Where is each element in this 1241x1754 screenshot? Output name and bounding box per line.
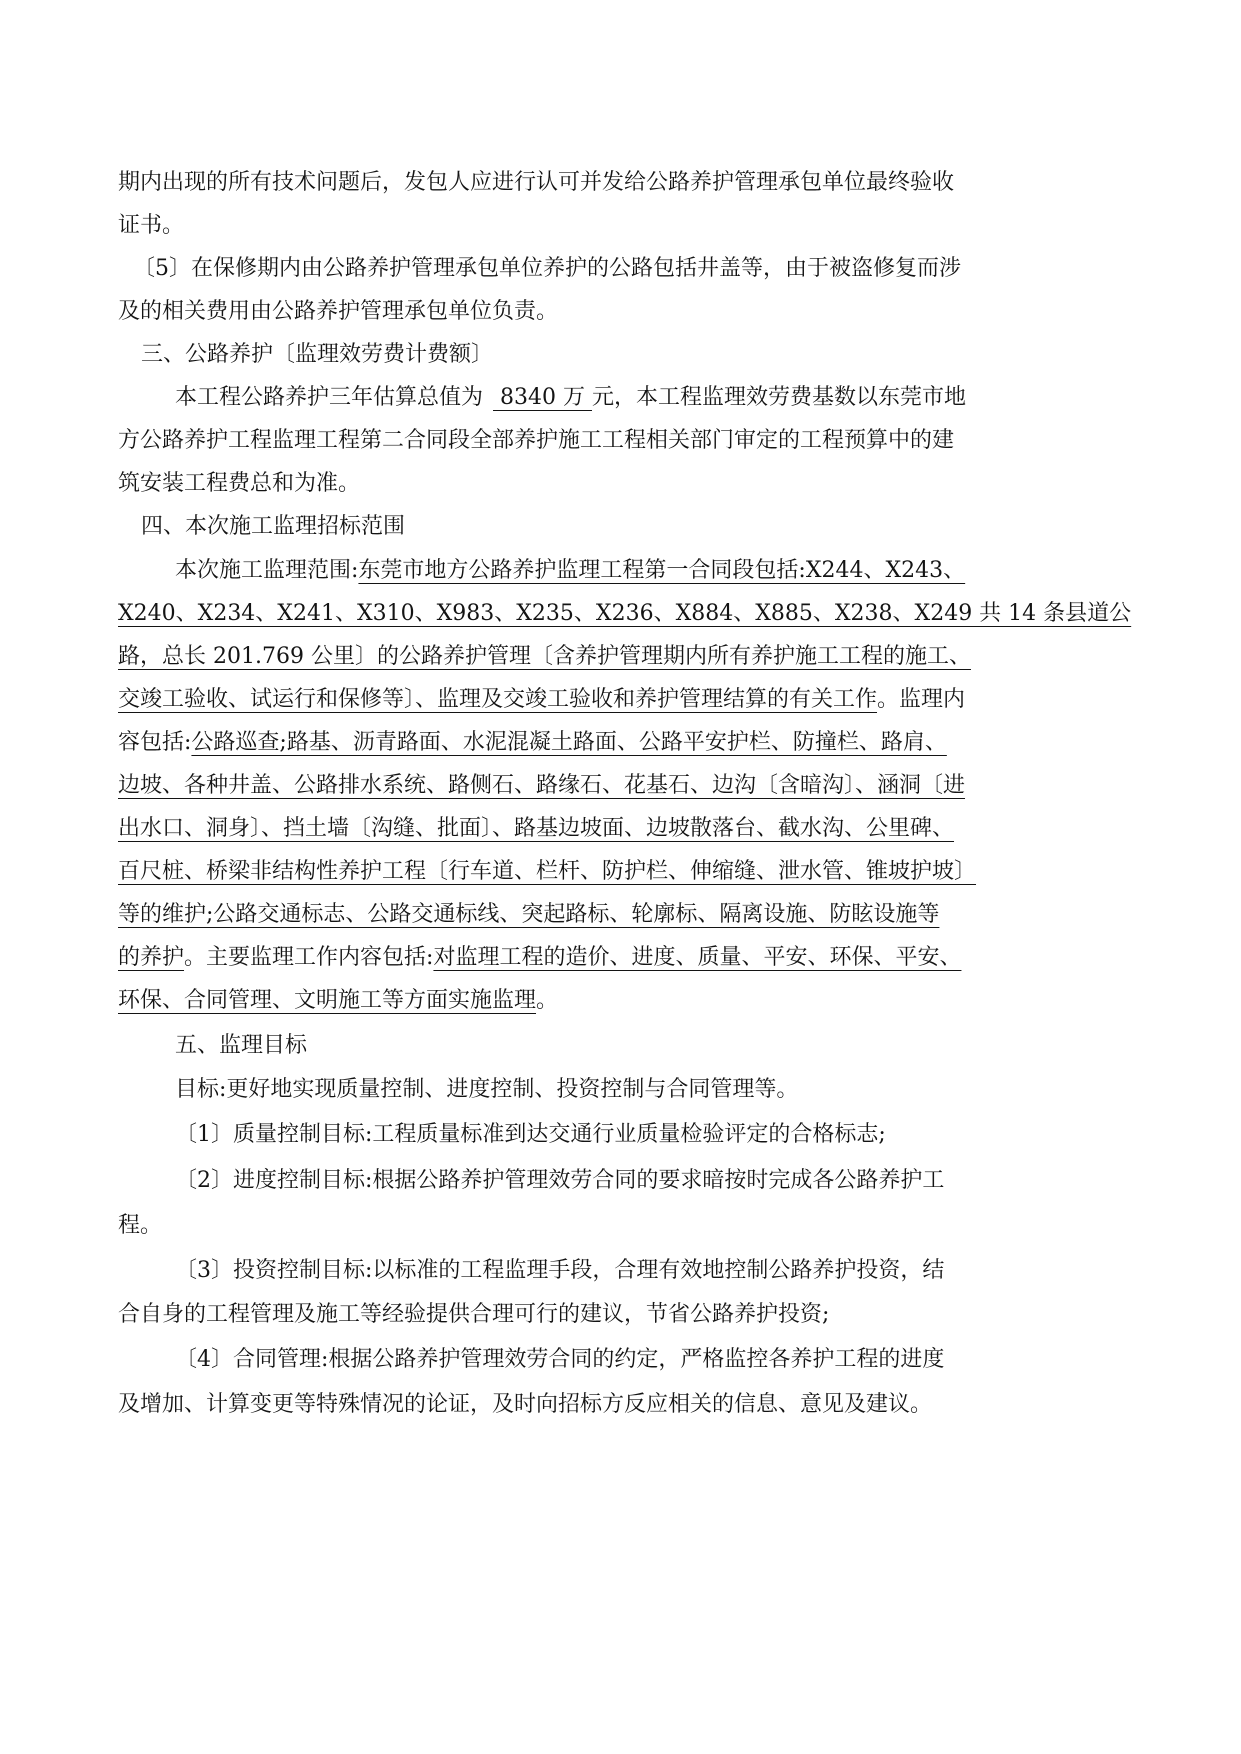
text-run: 〔3〕投资控制目标:以标准的工程监理手段，合理有效地控制公路养护投资，结 [175, 1258, 945, 1283]
paragraph-line [175, 383, 966, 413]
text-run: 〔1〕质量控制目标:工程质量标准到达交通行业质量检验评定的合格标志; [175, 1122, 886, 1147]
text-run: 本工程公路养护三年估算总值为 [175, 385, 484, 410]
paragraph-line [118, 426, 954, 456]
underlined-text: 出水口、洞身〕、挡土墙〔沟缝、批面〕、路基边坡面、边坡散落台、截水沟、公里碑、 [118, 816, 955, 841]
underlined-text: 交竣工验收、试运行和保修等〕、监理及交竣工验收和养护管理结算的有关工作 [118, 687, 878, 712]
underlined-text: 百尺桩、桥梁非结构性养护工程〔行车道、栏杆、防护栏、伸缩缝、泄水管、锥坡护坡〕 [118, 859, 977, 884]
text-run: 方公路养护工程监理工程第二合同段全部养护施工工程相关部门审定的工程预算中的建 [118, 428, 955, 453]
underlined-text: X240、X234、X241、X310、X983、X235、X236、X884、X885、X238、X249 共 14 条县道公 [118, 601, 1132, 626]
paragraph-line [118, 814, 954, 844]
text-run: 本次施工监理范围: [175, 558, 359, 583]
text-run: 及增加、计算变更等特殊情况的论证，及时向招标方反应相关的信息、意见及建议。 [118, 1392, 933, 1417]
paragraph-line [118, 469, 360, 499]
paragraph-line [175, 1345, 944, 1375]
text-run: 容包括: [118, 730, 192, 755]
paragraph-line [118, 943, 961, 973]
paragraph-line [118, 1211, 162, 1241]
paragraph-line [118, 168, 954, 198]
text-run: 。监理内 [877, 687, 966, 712]
paragraph-line [175, 1120, 886, 1150]
estimate-value: 8340 万 [493, 385, 592, 410]
text-run: 〔5〕在保修期内由公路养护管理承包单位养护的公路包括井盖等，由于被盗修复而涉 [133, 256, 961, 281]
text-run: 〔4〕合同管理:根据公路养护管理效劳合同的约定，严格监控各养护工程的进度 [175, 1347, 945, 1372]
text-run: 元，本工程监理效劳费基数以东莞市地 [591, 385, 966, 410]
paragraph-line [118, 900, 939, 930]
underlined-text: 东莞市地方公路养护监理工程第一合同段包括:X244、X243、 [358, 558, 966, 583]
text-run: 合自身的工程管理及施工等经验提供合理可行的建议，节省公路养护投资; [118, 1302, 830, 1327]
paragraph-line [118, 297, 558, 327]
underlined-text: 的养护 [118, 945, 185, 970]
section-heading [141, 340, 493, 370]
paragraph-line [118, 771, 965, 801]
heading-text: 三、公路养护〔监理效劳费计费额〕 [141, 342, 494, 367]
text-run: 。 [536, 988, 559, 1013]
paragraph-line [118, 728, 947, 758]
heading-text: 四、本次施工监理招标范围 [141, 514, 406, 539]
paragraph-line [118, 857, 976, 887]
text-run: 及的相关费用由公路养护管理承包单位负责。 [118, 299, 559, 324]
underlined-text: 对监理工程的造价、进度、质量、平安、环保、平安、 [433, 945, 962, 970]
paragraph-line [175, 1256, 944, 1286]
text-run: 目标:更好地实现质量控制、进度控制、投资控制与合同管理等。 [175, 1077, 799, 1102]
paragraph-line [118, 1390, 932, 1420]
text-run: 筑安装工程费总和为准。 [118, 471, 361, 496]
paragraph-line [118, 1300, 829, 1330]
paragraph-line [175, 556, 965, 586]
section-heading [141, 512, 405, 542]
heading-text: 五、监理目标 [175, 1033, 308, 1058]
underlined-text: 环保、合同管理、文明施工等方面实施监理 [118, 988, 537, 1013]
text-run: 〔2〕进度控制目标:根据公路养护管理效劳合同的要求暗按时完成各公路养护工 [175, 1168, 945, 1193]
underlined-text: 路，总长 201.769 公里〕的公路养护管理〔含养护管理期内所有养护施工工程的施工、 [118, 644, 971, 669]
paragraph-line [175, 1075, 798, 1105]
paragraph-line [118, 599, 1131, 629]
paragraph-line [118, 211, 184, 241]
paragraph-line [175, 1166, 944, 1196]
text-run: 期内出现的所有技术问题后，发包人应进行认可并发给公路养护管理承包单位最终验收 [118, 170, 955, 195]
section-heading [175, 1031, 307, 1061]
paragraph-line [118, 685, 965, 715]
text-run: 程。 [118, 1213, 163, 1238]
underlined-text: 等的维护;公路交通标志、公路交通标线、突起路标、轮廓标、隔离设施、防眩设施等 [118, 902, 940, 927]
paragraph-line [118, 642, 971, 672]
text-run: 。主要监理工作内容包括: [184, 945, 434, 970]
paragraph-line [133, 254, 961, 284]
underlined-text: 公路巡查;路基、沥青路面、水泥混凝土路面、公路平安护栏、防撞栏、路肩、 [191, 730, 947, 755]
paragraph-line [118, 986, 558, 1016]
underlined-text: 边坡、各种井盖、公路排水系统、路侧石、路缘石、花基石、边沟〔含暗沟〕、涵洞〔进 [118, 773, 966, 798]
text-run: 证书。 [118, 213, 185, 238]
